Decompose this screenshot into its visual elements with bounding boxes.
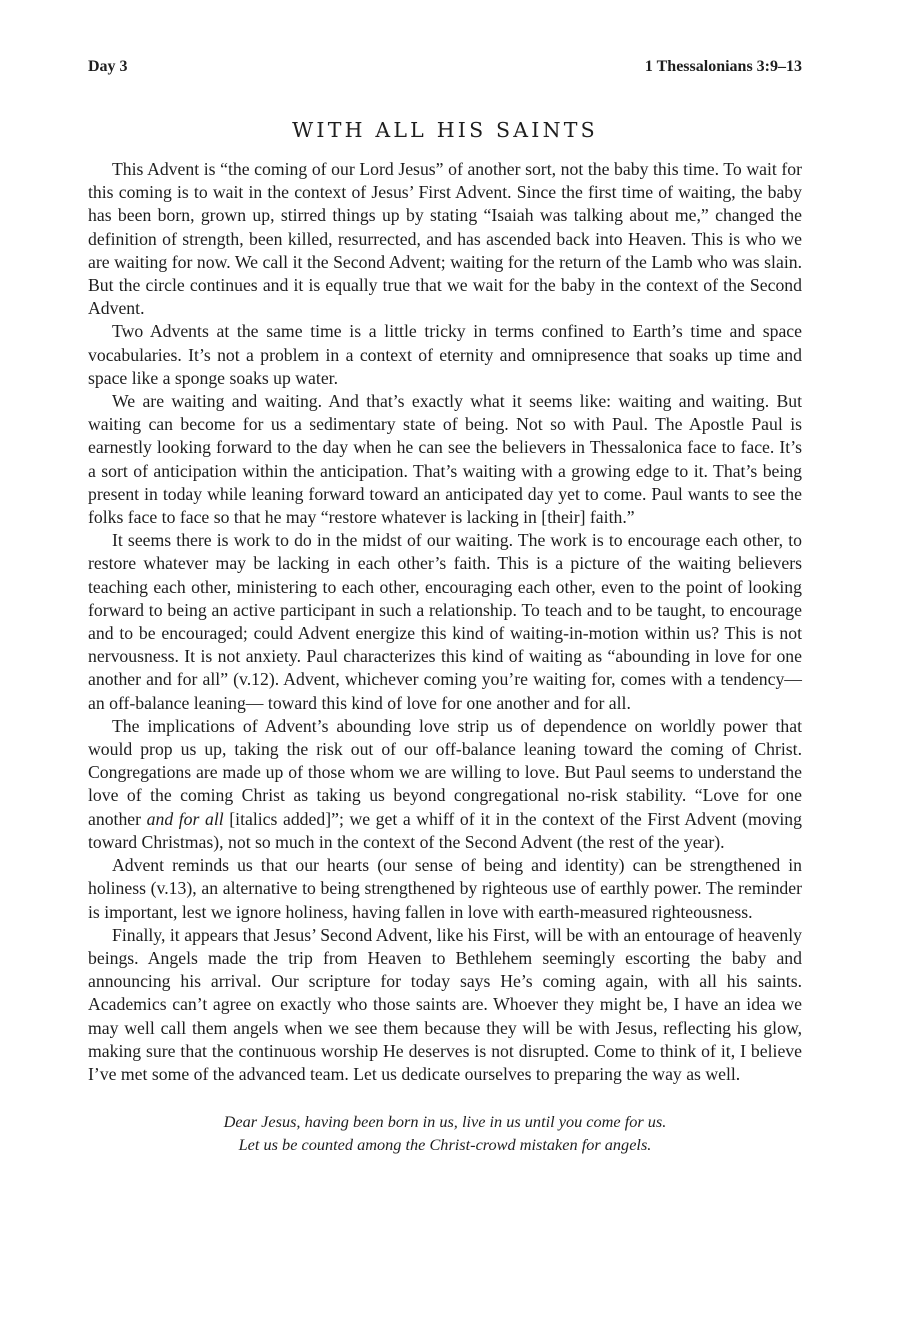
day-label: Day 3 [88, 58, 128, 75]
paragraph-text: The implications of Advent’s abounding love strip us of dependence on worldly power that would prop us up, taking the risk out of our off-balance leaning toward the coming of Christ. Congregations are made up of those whom we are willing to love. But Paul seems to understand the love of the coming Christ as taking us beyond congregational no-risk stability. “Love for one another [88, 715, 802, 829]
devotional-title: WITH ALL HIS SAINTS [292, 118, 598, 142]
paragraph: This Advent is “the coming of our Lord Jesus” of another sort, not the baby this time. To wait for this coming is to wait in the context of Jesus’ First Advent. Since the first time of waiting, the baby has been born, grown up, stirred things up by stating “Isaiah was talking about me,” changed the definition of strength, been killed, resurrected, and has ascended back into Heaven. This is who we are waiting for now. We call it the Second Advent; waiting for the return of the Lamb who was slain. But the circle continues and it is equally true that we wait for the baby in the context of the Second Advent. [88, 159, 802, 319]
prayer-line: Dear Jesus, having been born in us, live in us until you come for us. [223, 1112, 667, 1132]
prayer-line: Let us be counted among the Christ-crowd mistaken for angels. [238, 1135, 652, 1155]
paragraph: Advent reminds us that our hearts (our sense of being and identity) can be strengthened in holiness (v.13), an alternative to being strengthened by righteous use of earthly power. The reminder is important, lest we ignore holiness, having fallen in love with earth-measured righteousness. [88, 855, 802, 922]
paragraph: Two Advents at the same time is a little tricky in terms confined to Earth’s time and space vocabularies. It’s not a problem in a context of eternity and omnipresence that soaks up time and space like a sponge soaks up water. [88, 321, 802, 388]
devotional-body [88, 158, 802, 1086]
italic-phrase: and for all [146, 808, 224, 829]
closing-prayer [88, 1110, 802, 1156]
paragraph-text: [italics added]”; we get a whiff of it in the context of the First Advent (moving toward Christmas), not so much in the context of the Second Advent (the rest of the year). [88, 808, 802, 852]
paragraph: Finally, it appears that Jesus’ Second Advent, like his First, will be with an entourage of heavenly beings. Angels made the trip from Heaven to Bethlehem seemingly escorting the baby and announcing his arrival. Our scripture for today says He’s coming again, with all his saints. Academics can’t agree on exactly who those saints are. Whoever they might be, I have an idea we may well call them angels when we see them because they will be with Jesus, reflecting his glow, making sure that the continuous worship He deserves is not disrupted. Come to think of it, I believe I’ve met some of the advanced team. Let us dedicate ourselves to preparing the way as well. [88, 924, 802, 1084]
scripture-reference: 1 Thessalonians 3:9–13 [644, 58, 802, 75]
running-head [88, 58, 802, 80]
paragraph [88, 715, 802, 854]
paragraph: It seems there is work to do in the midst of our waiting. The work is to encourage each other, to restore whatever may be lacking in each other’s faith. This is a picture of the waiting believers teaching each other, ministering to each other, encouraging each other, even to the point of looking forward to being an active participant in such a relationship. To teach and to be taught, to encourage and to be encouraged; could Advent energize this kind of waiting-in-motion within us? This is not nervousness. It is not anxiety. Paul characterizes this kind of waiting as “abounding in love for one another and for all” (v.12). Advent, whichever coming you’re waiting for, comes with a tendency—an off-balance leaning— toward this kind of love for one another and for all. [88, 530, 802, 713]
paragraph: We are waiting and waiting. And that’s exactly what it seems like: waiting and waiting. But waiting can become for us a sedimentary state of being. Not so with Paul. The Apostle Paul is earnestly looking forward to the day when he can see the believers in Thessalonica face to face. It’s a sort of anticipation within the anticipation. That’s waiting with a growing edge to it. That’s being present in today while leaning forward toward an anticipated day yet to come. Paul wants to see the folks face to face so that he may “restore whatever is lacking in [their] faith.” [88, 391, 802, 528]
